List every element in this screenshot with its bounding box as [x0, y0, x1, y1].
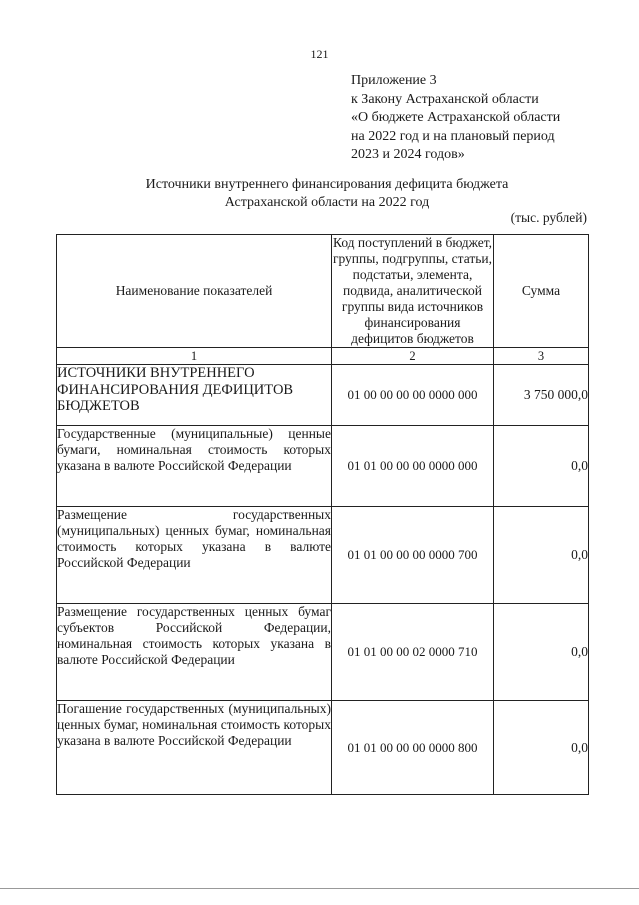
table-row [57, 426, 589, 507]
column-number: 2 [332, 348, 494, 365]
row-amount: 0,0 [494, 426, 589, 507]
table-header-row [57, 235, 589, 348]
column-number-row [57, 348, 589, 365]
row-code: 01 01 00 00 00 0000 800 [332, 701, 494, 795]
column-header-code: Код поступлений в бюджет, группы, подгруппы, статьи, подстатьи, элемента, подвида, аналитической группы вида источников финансирования дефицитов бюджетов [332, 235, 493, 346]
row-code: 01 00 00 00 00 0000 000 [332, 365, 494, 426]
row-name: Погашение государственных (муниципальных) ценных бумаг, номинальная стоимость которых указана в валюте Российской Федерации [57, 701, 332, 795]
table-row [57, 365, 589, 426]
appendix-line: 2023 и 2024 годов» [351, 147, 465, 162]
row-amount: 0,0 [494, 604, 589, 701]
row-name: Размещение государственных (муниципальных) ценных бумаг, номинальная стоимость которых указана в валюте Российской Федерации [57, 507, 332, 604]
row-code: 01 01 00 00 00 0000 700 [332, 507, 494, 604]
column-number: 3 [494, 348, 589, 365]
appendix-line: Приложение 3 [351, 73, 437, 88]
table-row [57, 507, 589, 604]
row-amount: 0,0 [494, 507, 589, 604]
column-header-amount: Сумма [494, 235, 589, 348]
scan-edge-line [0, 888, 639, 889]
appendix-line: «О бюджете Астраханской области [351, 110, 561, 125]
document-title-line: Астраханской области на 2022 год [224, 195, 430, 210]
row-code: 01 01 00 00 02 0000 710 [332, 604, 494, 701]
appendix-line: на 2022 год и на плановый период [351, 128, 555, 144]
page-number: 121 [310, 47, 329, 61]
row-name: ИСТОЧНИКИ ВНУТРЕННЕГО ФИНАНСИРОВАНИЯ ДЕФИЦИТОВ БЮДЖЕТОВ [57, 365, 332, 426]
table-row [57, 701, 589, 795]
appendix-line: к Закону Астраханской области [351, 91, 539, 107]
column-number: 1 [57, 348, 332, 365]
column-header-name: Наименование показателей [57, 235, 332, 348]
units-label: (тыс. рублей) [510, 210, 587, 225]
row-code: 01 01 00 00 00 0000 000 [332, 426, 494, 507]
appendix-reference [351, 72, 560, 165]
document-title-line: Источники внутреннего финансирования дефицита бюджета [145, 177, 509, 192]
row-amount: 3 750 000,0 [494, 365, 589, 426]
table-row [57, 604, 589, 701]
row-name: Размещение государственных ценных бумаг субъектов Российской Федерации, номинальная стоимость которых указана в валюте Российской Федерации [57, 604, 332, 701]
financing-sources-table [56, 234, 589, 795]
row-name: Государственные (муниципальные) ценные бумаги, номинальная стоимость которых указана в валюте Российской Федерации [57, 426, 332, 507]
document-title [0, 176, 639, 212]
row-amount: 0,0 [494, 701, 589, 795]
